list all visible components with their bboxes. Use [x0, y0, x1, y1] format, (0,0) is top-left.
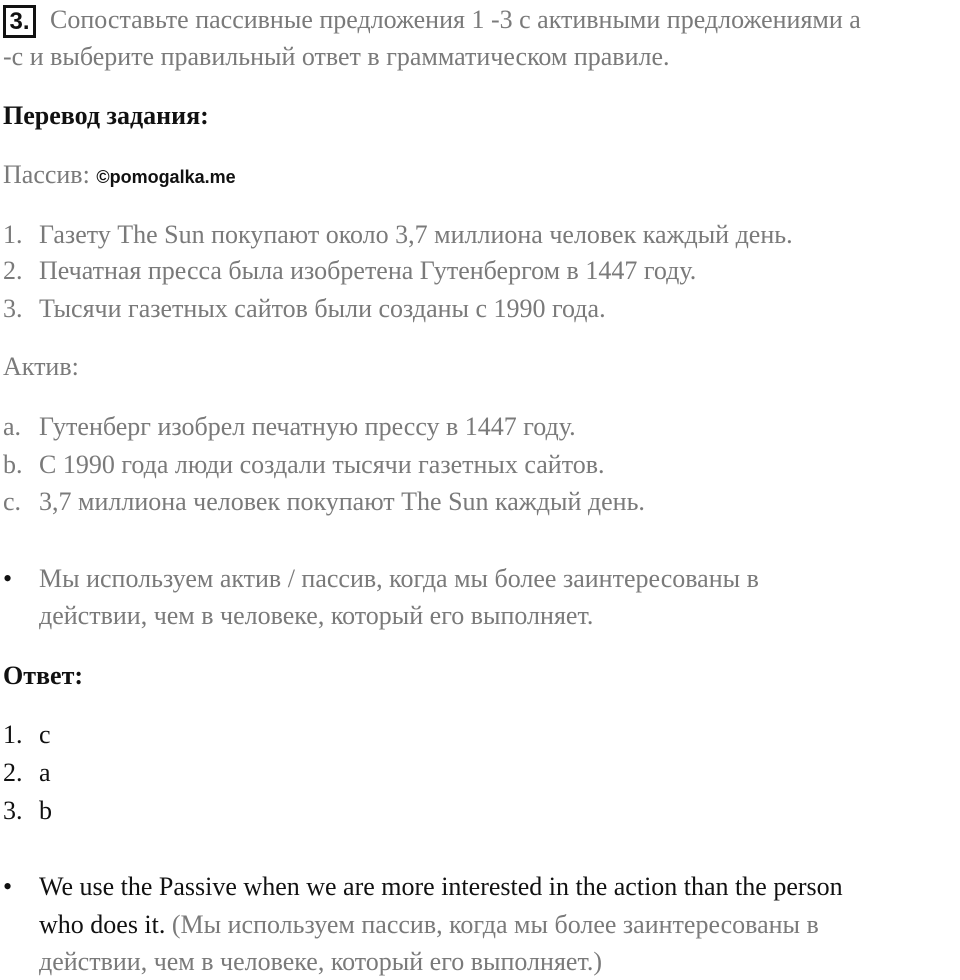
list-item-text: Газету The Sun покупают около 3,7 миллиона человек каждый день.: [39, 220, 793, 249]
active-label: Актив:: [3, 352, 79, 381]
rule-en-line-2-russian: (Мы используем пассив, когда мы более заинтересованы в: [165, 910, 819, 939]
list-marker: 2.: [3, 256, 23, 285]
list-marker: 2.: [3, 758, 23, 787]
rule-ru-line-1: Мы используем актив / пассив, когда мы более заинтересованы в: [39, 564, 759, 593]
list-marker: 3.: [3, 796, 23, 825]
list-marker: 3.: [3, 294, 23, 323]
task-instruction-line-2: -c и выберите правильный ответ в грамматическом правиле.: [3, 42, 670, 71]
list-item-text: Гутенберг изобрел печатную прессу в 1447 году.: [39, 412, 576, 441]
answer-heading: Ответ:: [3, 661, 84, 690]
list-item-text: 3,7 миллиона человек покупают The Sun каждый день.: [39, 487, 645, 516]
watermark-logo: ©pomogalka.me: [96, 167, 236, 187]
passive-label-text: Пассив:: [3, 160, 90, 189]
list-marker: b.: [3, 450, 23, 479]
passive-label: [3, 160, 236, 190]
list-item-text: С 1990 года люди создали тысячи газетных сайтов.: [39, 450, 605, 479]
list-marker: c.: [3, 487, 22, 516]
translation-heading: Перевод задания:: [3, 101, 209, 130]
rule-en-line-2-english: who does it.: [39, 910, 166, 939]
rule-en-line-3: действии, чем в человеке, который его выполняет.): [39, 947, 603, 976]
answer-value: b: [39, 796, 52, 825]
list-marker: a.: [3, 412, 22, 441]
bullet-icon: •: [3, 564, 13, 593]
list-marker: 1.: [3, 220, 23, 249]
rule-ru-line-2: действии, чем в человеке, который его выполняет.: [39, 601, 594, 630]
bullet-icon: •: [3, 872, 13, 901]
rule-en-line-2: [39, 910, 819, 940]
list-marker: 1.: [3, 720, 23, 749]
list-item-text: Тысячи газетных сайтов были созданы с 1990 года.: [39, 294, 606, 323]
task-instruction-line-1: Сопоставьте пассивные предложения 1 -3 с активными предложениями a: [50, 5, 861, 34]
rule-en-line-1: We use the Passive when we are more interested in the action than the person: [39, 872, 843, 901]
list-item-text: Печатная пресса была изобретена Гутенбергом в 1447 году.: [39, 256, 697, 285]
answer-value: a: [39, 758, 51, 787]
answer-value: c: [39, 720, 51, 749]
task-number-box: 3.: [3, 5, 36, 38]
